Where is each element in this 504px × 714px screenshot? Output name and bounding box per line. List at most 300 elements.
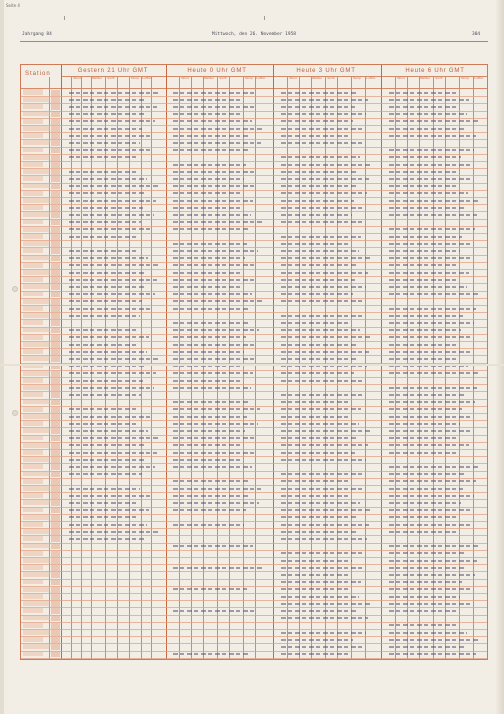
typed-figures bbox=[281, 322, 349, 324]
typed-figures bbox=[69, 524, 147, 526]
station-name-smudge bbox=[23, 528, 50, 534]
typed-figures bbox=[389, 214, 477, 216]
observation-cell bbox=[281, 132, 375, 139]
observation-cell bbox=[173, 319, 267, 326]
station-code-cell bbox=[51, 479, 60, 485]
observation-cell bbox=[69, 528, 163, 535]
station-name-smudge bbox=[23, 356, 50, 362]
typed-figures bbox=[389, 552, 466, 554]
observation-cell bbox=[281, 233, 375, 240]
station-code-cell bbox=[51, 147, 60, 153]
row-rule bbox=[21, 615, 487, 616]
observation-cell bbox=[389, 154, 483, 161]
station-name-smudge bbox=[23, 579, 43, 585]
observation-cell bbox=[281, 219, 375, 226]
observation-cell bbox=[281, 391, 375, 398]
typed-figures bbox=[281, 351, 369, 353]
observation-cell bbox=[389, 240, 483, 247]
observation-cell bbox=[69, 442, 163, 449]
observation-cell bbox=[281, 327, 375, 334]
observation-cell bbox=[173, 190, 267, 197]
observation-cell bbox=[389, 413, 483, 420]
typed-figures bbox=[389, 113, 467, 115]
station-code-cell bbox=[51, 219, 60, 225]
typed-figures bbox=[69, 430, 148, 432]
station-code-cell bbox=[51, 140, 60, 146]
station-code-cell bbox=[51, 414, 60, 420]
typed-figures bbox=[389, 329, 461, 331]
station-name-smudge bbox=[23, 255, 50, 261]
observation-cell bbox=[69, 132, 163, 139]
station-code-cell bbox=[51, 529, 60, 535]
observation-cell bbox=[281, 168, 375, 175]
typed-figures bbox=[281, 531, 356, 533]
typed-figures bbox=[389, 315, 463, 317]
typed-figures bbox=[173, 120, 252, 122]
observation-cell bbox=[281, 607, 375, 614]
column-subheader: Wetter bbox=[312, 77, 322, 80]
observation-cell bbox=[173, 492, 267, 499]
typed-figures bbox=[389, 192, 468, 194]
typed-figures bbox=[281, 200, 354, 202]
observation-cell bbox=[389, 247, 483, 254]
station-code-cell bbox=[51, 299, 60, 305]
observation-cell bbox=[389, 579, 483, 586]
typed-figures bbox=[173, 653, 250, 655]
column-subheader: Luftdr. bbox=[142, 77, 152, 80]
typed-figures bbox=[389, 279, 456, 281]
station-code-cell bbox=[51, 162, 60, 168]
station-name-smudge bbox=[23, 593, 43, 599]
typed-figures bbox=[281, 394, 363, 396]
station-name-smudge bbox=[23, 168, 50, 174]
station-name-smudge bbox=[23, 629, 50, 635]
column-subheader: Sicht bbox=[219, 77, 227, 80]
observation-cell bbox=[281, 435, 375, 442]
column-subheader: Luftdr. bbox=[366, 77, 376, 80]
station-name-smudge bbox=[23, 608, 43, 614]
typed-figures bbox=[281, 207, 365, 209]
typed-figures bbox=[281, 272, 368, 274]
typed-figures bbox=[281, 610, 357, 612]
station-name-smudge bbox=[23, 550, 43, 556]
observation-cell bbox=[69, 499, 163, 506]
column-subheader: Temp bbox=[245, 77, 253, 80]
observation-cell bbox=[281, 262, 375, 269]
observation-cell bbox=[389, 118, 483, 125]
observation-cell bbox=[173, 334, 267, 341]
typed-figures bbox=[281, 250, 359, 252]
observation-cell bbox=[173, 370, 267, 377]
observation-cell bbox=[389, 269, 483, 276]
typed-figures bbox=[173, 178, 244, 180]
station-code-cell bbox=[51, 263, 60, 269]
station-code-cell bbox=[51, 90, 60, 96]
typed-figures bbox=[389, 387, 477, 389]
typed-figures bbox=[173, 293, 252, 295]
observation-cell bbox=[69, 276, 163, 283]
typed-figures bbox=[69, 336, 149, 338]
observation-cell bbox=[389, 132, 483, 139]
station-name-smudge bbox=[23, 154, 50, 160]
column-subheader: Wetter bbox=[420, 77, 430, 80]
typed-figures bbox=[173, 567, 262, 569]
station-name-smudge bbox=[23, 507, 43, 513]
station-name-smudge bbox=[23, 348, 43, 354]
observation-cell bbox=[389, 564, 483, 571]
station-name-smudge bbox=[23, 291, 43, 297]
typed-figures bbox=[173, 452, 254, 454]
typed-figures bbox=[173, 164, 246, 166]
station-name-smudge bbox=[23, 118, 43, 124]
observation-cell bbox=[173, 543, 267, 550]
station-code-cell bbox=[51, 493, 60, 499]
station-name-smudge bbox=[23, 406, 43, 412]
typed-figures bbox=[173, 380, 240, 382]
typed-figures bbox=[173, 545, 253, 547]
station-name-smudge bbox=[23, 500, 50, 506]
observation-cell bbox=[281, 96, 375, 103]
station-code-cell bbox=[51, 507, 60, 513]
observation-cell bbox=[173, 103, 267, 110]
station-name-smudge bbox=[23, 622, 43, 628]
observation-cell bbox=[173, 283, 267, 290]
observation-cell bbox=[173, 651, 267, 658]
typed-figures bbox=[389, 250, 460, 252]
typed-figures bbox=[281, 480, 351, 482]
observation-cell bbox=[389, 334, 483, 341]
punch-hole bbox=[12, 286, 18, 292]
observation-cell bbox=[69, 197, 163, 204]
observation-cell bbox=[281, 319, 375, 326]
typed-figures bbox=[281, 286, 366, 288]
typed-figures bbox=[281, 639, 353, 641]
station-name-smudge bbox=[23, 204, 43, 210]
observation-cell bbox=[389, 586, 483, 593]
observation-cell bbox=[281, 427, 375, 434]
station-name-smudge bbox=[23, 327, 50, 333]
observation-cell bbox=[281, 629, 375, 636]
typed-figures bbox=[173, 444, 243, 446]
typed-figures bbox=[69, 236, 139, 238]
typed-figures bbox=[281, 142, 362, 144]
typed-figures bbox=[281, 516, 358, 518]
observation-cell bbox=[69, 420, 163, 427]
observation-cell bbox=[69, 456, 163, 463]
observation-cell bbox=[173, 478, 267, 485]
observation-cell bbox=[281, 183, 375, 190]
observation-cell bbox=[173, 132, 267, 139]
column-subheader: Temp bbox=[353, 77, 361, 80]
observation-cell bbox=[173, 420, 267, 427]
observation-cell bbox=[281, 413, 375, 420]
observation-cell bbox=[281, 651, 375, 658]
station-code-cell bbox=[51, 169, 60, 175]
station-code-cell bbox=[51, 385, 60, 391]
typed-figures bbox=[281, 560, 352, 562]
station-code-cell bbox=[51, 392, 60, 398]
observation-cell bbox=[69, 348, 163, 355]
typed-figures bbox=[173, 588, 247, 590]
observation-cell bbox=[281, 283, 375, 290]
observation-cell bbox=[389, 435, 483, 442]
weather-table bbox=[20, 64, 488, 660]
observation-cell bbox=[173, 240, 267, 247]
typed-figures bbox=[389, 178, 470, 180]
typed-figures bbox=[173, 437, 256, 439]
station-name-smudge bbox=[23, 96, 50, 102]
group-heading: Gestern 21 Uhr GMT bbox=[77, 68, 149, 74]
typed-figures bbox=[173, 344, 257, 346]
station-name-smudge bbox=[23, 399, 50, 405]
station-name-smudge bbox=[23, 384, 50, 390]
observation-cell bbox=[389, 593, 483, 600]
typed-figures bbox=[69, 488, 140, 490]
observation-cell bbox=[389, 89, 483, 96]
typed-figures bbox=[173, 408, 260, 410]
station-name-smudge bbox=[23, 312, 50, 318]
observation-cell bbox=[389, 103, 483, 110]
typed-figures bbox=[69, 178, 147, 180]
station-code-cell bbox=[51, 270, 60, 276]
typed-figures bbox=[389, 596, 460, 598]
observation-cell bbox=[173, 435, 267, 442]
observation-cell bbox=[69, 341, 163, 348]
observation-cell bbox=[389, 262, 483, 269]
observation-cell bbox=[69, 384, 163, 391]
station-name-smudge bbox=[23, 233, 43, 239]
typed-figures bbox=[69, 257, 148, 259]
typed-figures bbox=[281, 488, 362, 490]
typed-figures bbox=[389, 171, 459, 173]
observation-cell bbox=[281, 348, 375, 355]
observation-cell bbox=[69, 139, 163, 146]
typed-figures bbox=[173, 113, 241, 115]
typed-figures bbox=[69, 358, 158, 360]
observation-cell bbox=[389, 600, 483, 607]
observation-cell bbox=[173, 139, 267, 146]
column-subheader: Luftdr. bbox=[256, 77, 266, 80]
observation-cell bbox=[173, 384, 267, 391]
typed-figures bbox=[389, 228, 475, 230]
station-code-cell bbox=[51, 277, 60, 283]
observation-cell bbox=[281, 579, 375, 586]
typed-figures bbox=[69, 516, 136, 518]
observation-cell bbox=[69, 427, 163, 434]
typed-figures bbox=[69, 192, 145, 194]
typed-figures bbox=[281, 372, 354, 374]
typed-figures bbox=[389, 156, 461, 158]
observation-cell bbox=[69, 233, 163, 240]
typed-figures bbox=[281, 452, 355, 454]
typed-figures bbox=[173, 480, 250, 482]
station-code-cell bbox=[51, 558, 60, 564]
observation-cell bbox=[389, 327, 483, 334]
typed-figures bbox=[389, 610, 458, 612]
typed-figures bbox=[173, 322, 248, 324]
column-subheader: Temp bbox=[461, 77, 469, 80]
station-name-smudge bbox=[23, 586, 50, 592]
station-code-cell bbox=[51, 234, 60, 240]
observation-cell bbox=[281, 240, 375, 247]
typed-figures bbox=[173, 207, 240, 209]
typed-figures bbox=[389, 243, 473, 245]
station-name-smudge bbox=[23, 298, 50, 304]
observation-cell bbox=[281, 355, 375, 362]
observation-cell bbox=[281, 370, 375, 377]
typed-figures bbox=[69, 286, 144, 288]
station-name-smudge bbox=[23, 456, 50, 462]
typed-figures bbox=[281, 502, 360, 504]
typed-figures bbox=[389, 452, 456, 454]
header-rule bbox=[20, 41, 488, 42]
crop-mark bbox=[264, 16, 265, 20]
typed-figures bbox=[173, 192, 242, 194]
typed-figures bbox=[389, 322, 474, 324]
typed-figures bbox=[69, 99, 146, 101]
typed-figures bbox=[389, 236, 462, 238]
observation-cell bbox=[173, 406, 267, 413]
observation-cell bbox=[173, 276, 267, 283]
observation-cell bbox=[69, 298, 163, 305]
typed-figures bbox=[69, 200, 156, 202]
observation-cell bbox=[389, 499, 483, 506]
typed-figures bbox=[389, 106, 456, 108]
observation-cell bbox=[389, 305, 483, 312]
observation-cell bbox=[389, 283, 483, 290]
typed-figures bbox=[69, 308, 153, 310]
station-name-smudge bbox=[23, 435, 43, 441]
observation-cell bbox=[281, 190, 375, 197]
observation-cell bbox=[389, 161, 483, 168]
observation-cell bbox=[69, 96, 163, 103]
observation-cell bbox=[281, 312, 375, 319]
observation-cell bbox=[281, 636, 375, 643]
typed-figures bbox=[389, 567, 464, 569]
typed-figures bbox=[173, 221, 262, 223]
station-code-cell bbox=[51, 464, 60, 470]
observation-cell bbox=[69, 521, 163, 528]
typed-figures bbox=[281, 495, 349, 497]
header-volume: Jahrgang 84 bbox=[22, 32, 52, 37]
observation-cell bbox=[69, 514, 163, 521]
typed-figures bbox=[173, 610, 256, 612]
station-name-smudge bbox=[23, 564, 43, 570]
station-code-cell bbox=[51, 486, 60, 492]
observation-cell bbox=[69, 377, 163, 384]
station-name-smudge bbox=[23, 197, 50, 203]
observation-cell bbox=[389, 528, 483, 535]
station-code-cell bbox=[51, 428, 60, 434]
typed-figures bbox=[69, 293, 155, 295]
typed-figures bbox=[173, 401, 249, 403]
observation-cell bbox=[389, 406, 483, 413]
typed-figures bbox=[389, 632, 467, 634]
observation-cell bbox=[69, 147, 163, 154]
typed-figures bbox=[281, 632, 366, 634]
observation-cell bbox=[281, 478, 375, 485]
observation-cell bbox=[389, 168, 483, 175]
station-code-cell bbox=[51, 356, 60, 362]
typed-figures bbox=[69, 387, 154, 389]
observation-cell bbox=[281, 111, 375, 118]
typed-figures bbox=[389, 581, 462, 583]
observation-cell bbox=[389, 183, 483, 190]
column-subheader: Sicht bbox=[107, 77, 115, 80]
typed-figures bbox=[389, 336, 472, 338]
header-date: Mittwoch, den 26. November 1958 bbox=[212, 32, 296, 37]
observation-cell bbox=[389, 175, 483, 182]
typed-figures bbox=[281, 653, 351, 655]
observation-cell bbox=[69, 406, 163, 413]
station-code-cell bbox=[51, 349, 60, 355]
typed-figures bbox=[281, 416, 348, 418]
observation-cell bbox=[69, 111, 163, 118]
station-name-smudge bbox=[23, 536, 43, 542]
observation-cell bbox=[281, 499, 375, 506]
typed-figures bbox=[69, 221, 141, 223]
station-name-smudge bbox=[23, 341, 50, 347]
station-code-cell bbox=[51, 291, 60, 297]
typed-figures bbox=[69, 228, 152, 230]
station-code-cell bbox=[51, 443, 60, 449]
station-name-smudge bbox=[23, 413, 50, 419]
typed-figures bbox=[69, 264, 159, 266]
station-name-smudge bbox=[23, 161, 43, 167]
typed-figures bbox=[389, 560, 477, 562]
observation-cell bbox=[389, 348, 483, 355]
typed-figures bbox=[69, 135, 153, 137]
observation-cell bbox=[173, 427, 267, 434]
typed-figures bbox=[389, 495, 474, 497]
observation-cell bbox=[69, 262, 163, 269]
observation-cell bbox=[69, 89, 163, 96]
observation-cell bbox=[389, 233, 483, 240]
observation-cell bbox=[281, 586, 375, 593]
station-code-cell bbox=[51, 198, 60, 204]
typed-figures bbox=[69, 351, 147, 353]
typed-figures bbox=[69, 531, 158, 533]
typed-figures bbox=[69, 300, 142, 302]
punch-hole bbox=[12, 410, 18, 416]
observation-cell bbox=[389, 96, 483, 103]
typed-figures bbox=[389, 164, 472, 166]
observation-cell bbox=[281, 420, 375, 427]
observation-cell bbox=[173, 463, 267, 470]
header-page-number: 304 bbox=[472, 32, 481, 37]
station-code-cell bbox=[51, 399, 60, 405]
typed-figures bbox=[389, 466, 478, 468]
typed-figures bbox=[69, 315, 140, 317]
observation-cell bbox=[281, 161, 375, 168]
typed-figures bbox=[281, 574, 350, 576]
typed-figures bbox=[173, 128, 263, 130]
typed-figures bbox=[173, 135, 250, 137]
typed-figures bbox=[69, 408, 139, 410]
typed-figures bbox=[173, 228, 249, 230]
observation-cell bbox=[69, 492, 163, 499]
typed-figures bbox=[281, 588, 348, 590]
station-code-cell bbox=[51, 500, 60, 506]
typed-figures bbox=[69, 416, 150, 418]
typed-figures bbox=[173, 279, 254, 281]
observation-cell bbox=[389, 471, 483, 478]
observation-cell bbox=[281, 125, 375, 132]
typed-figures bbox=[281, 336, 371, 338]
observation-cell bbox=[281, 471, 375, 478]
observation-cell bbox=[389, 111, 483, 118]
station-name-smudge bbox=[23, 420, 43, 426]
